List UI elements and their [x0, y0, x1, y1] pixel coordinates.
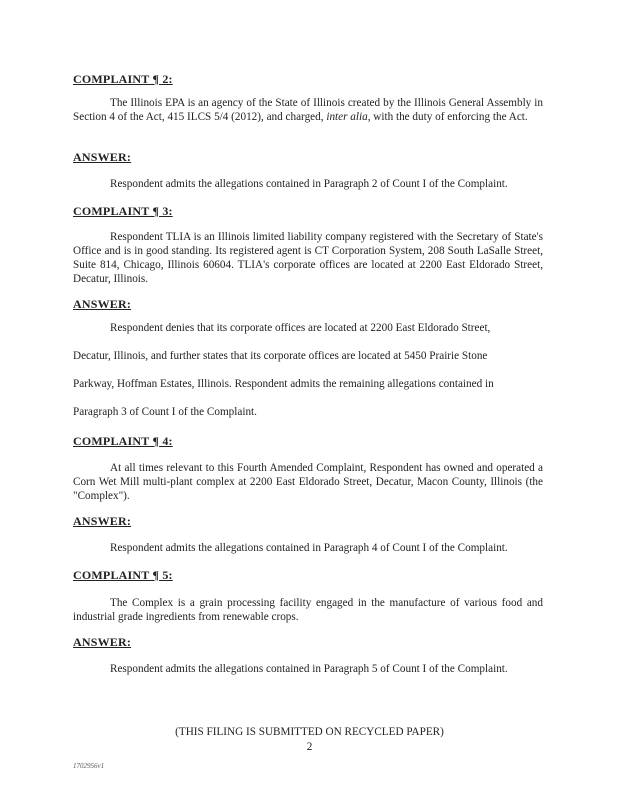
complaint-2-heading: COMPLAINT ¶ 2:	[73, 72, 173, 86]
recycled-paper-notice: (THIS FILING IS SUBMITTED ON RECYCLED PAPER)	[175, 726, 444, 738]
answer-3-line: Paragraph 3 of Count I of the Complaint.	[73, 406, 257, 418]
page-number: 2	[306, 741, 313, 753]
complaint-5-text: The Complex is a grain processing facility engaged in the manufacture of various food and industrial grade ingredients from renewable crops.	[73, 597, 543, 623]
answer-4-heading: ANSWER:	[73, 514, 132, 528]
complaint-3-heading: COMPLAINT ¶ 3:	[73, 204, 173, 218]
document-id: 1702956v1	[73, 762, 105, 770]
answer-3-line: Respondent denies that its corporate offices are located at 2200 East Eldorado Street,	[110, 322, 491, 334]
answer-3-line: Decatur, Illinois, and further states that its corporate offices are located at 5450 Prairie Stone	[73, 350, 488, 362]
complaint-2-text-emphasis: inter alia	[326, 111, 368, 123]
answer-3-line: Parkway, Hoffman Estates, Illinois. Respondent admits the remaining allegations contained in	[73, 378, 494, 390]
answer-3-heading: ANSWER:	[73, 297, 132, 311]
complaint-2-text-main: The Illinois EPA is an agency of the State of Illinois created by the Illinois General Assembly in Section 4 of the Act, 415 ILCS 5/4 (2012), and charged,	[73, 97, 543, 123]
answer-2-heading: ANSWER:	[73, 150, 132, 164]
complaint-4-heading: COMPLAINT ¶ 4:	[73, 434, 173, 448]
answer-2-text: Respondent admits the allegations contained in Paragraph 2 of Count I of the Complaint.	[110, 178, 508, 190]
complaint-4-text: At all times relevant to this Fourth Amended Complaint, Respondent has owned and operated a Corn Wet Mill multi-plant complex at 2200 East Eldorado Street, Decatur, Macon County, Illinois (the "Complex").	[73, 462, 543, 502]
complaint-2-text	[73, 96, 543, 124]
complaint-5-heading: COMPLAINT ¶ 5:	[73, 568, 173, 582]
answer-4-text: Respondent admits the allegations contained in Paragraph 4 of Count I of the Complaint.	[110, 542, 508, 554]
complaint-2-text-end: , with the duty of enforcing the Act.	[367, 111, 528, 123]
answer-5-heading: ANSWER:	[73, 635, 132, 649]
answer-5-text: Respondent admits the allegations contained in Paragraph 5 of Count I of the Complaint.	[110, 663, 508, 675]
complaint-3-text: Respondent TLIA is an Illinois limited liability company registered with the Secretary of State's Office and is in good standing. Its registered agent is CT Corporation System, 208 South LaSalle Street, Suite 814, Chicago, Illinois 60604. TLIA's corporate offices are located at 2200 East Eldorado Street, Decatur, Illinois.	[73, 231, 543, 285]
